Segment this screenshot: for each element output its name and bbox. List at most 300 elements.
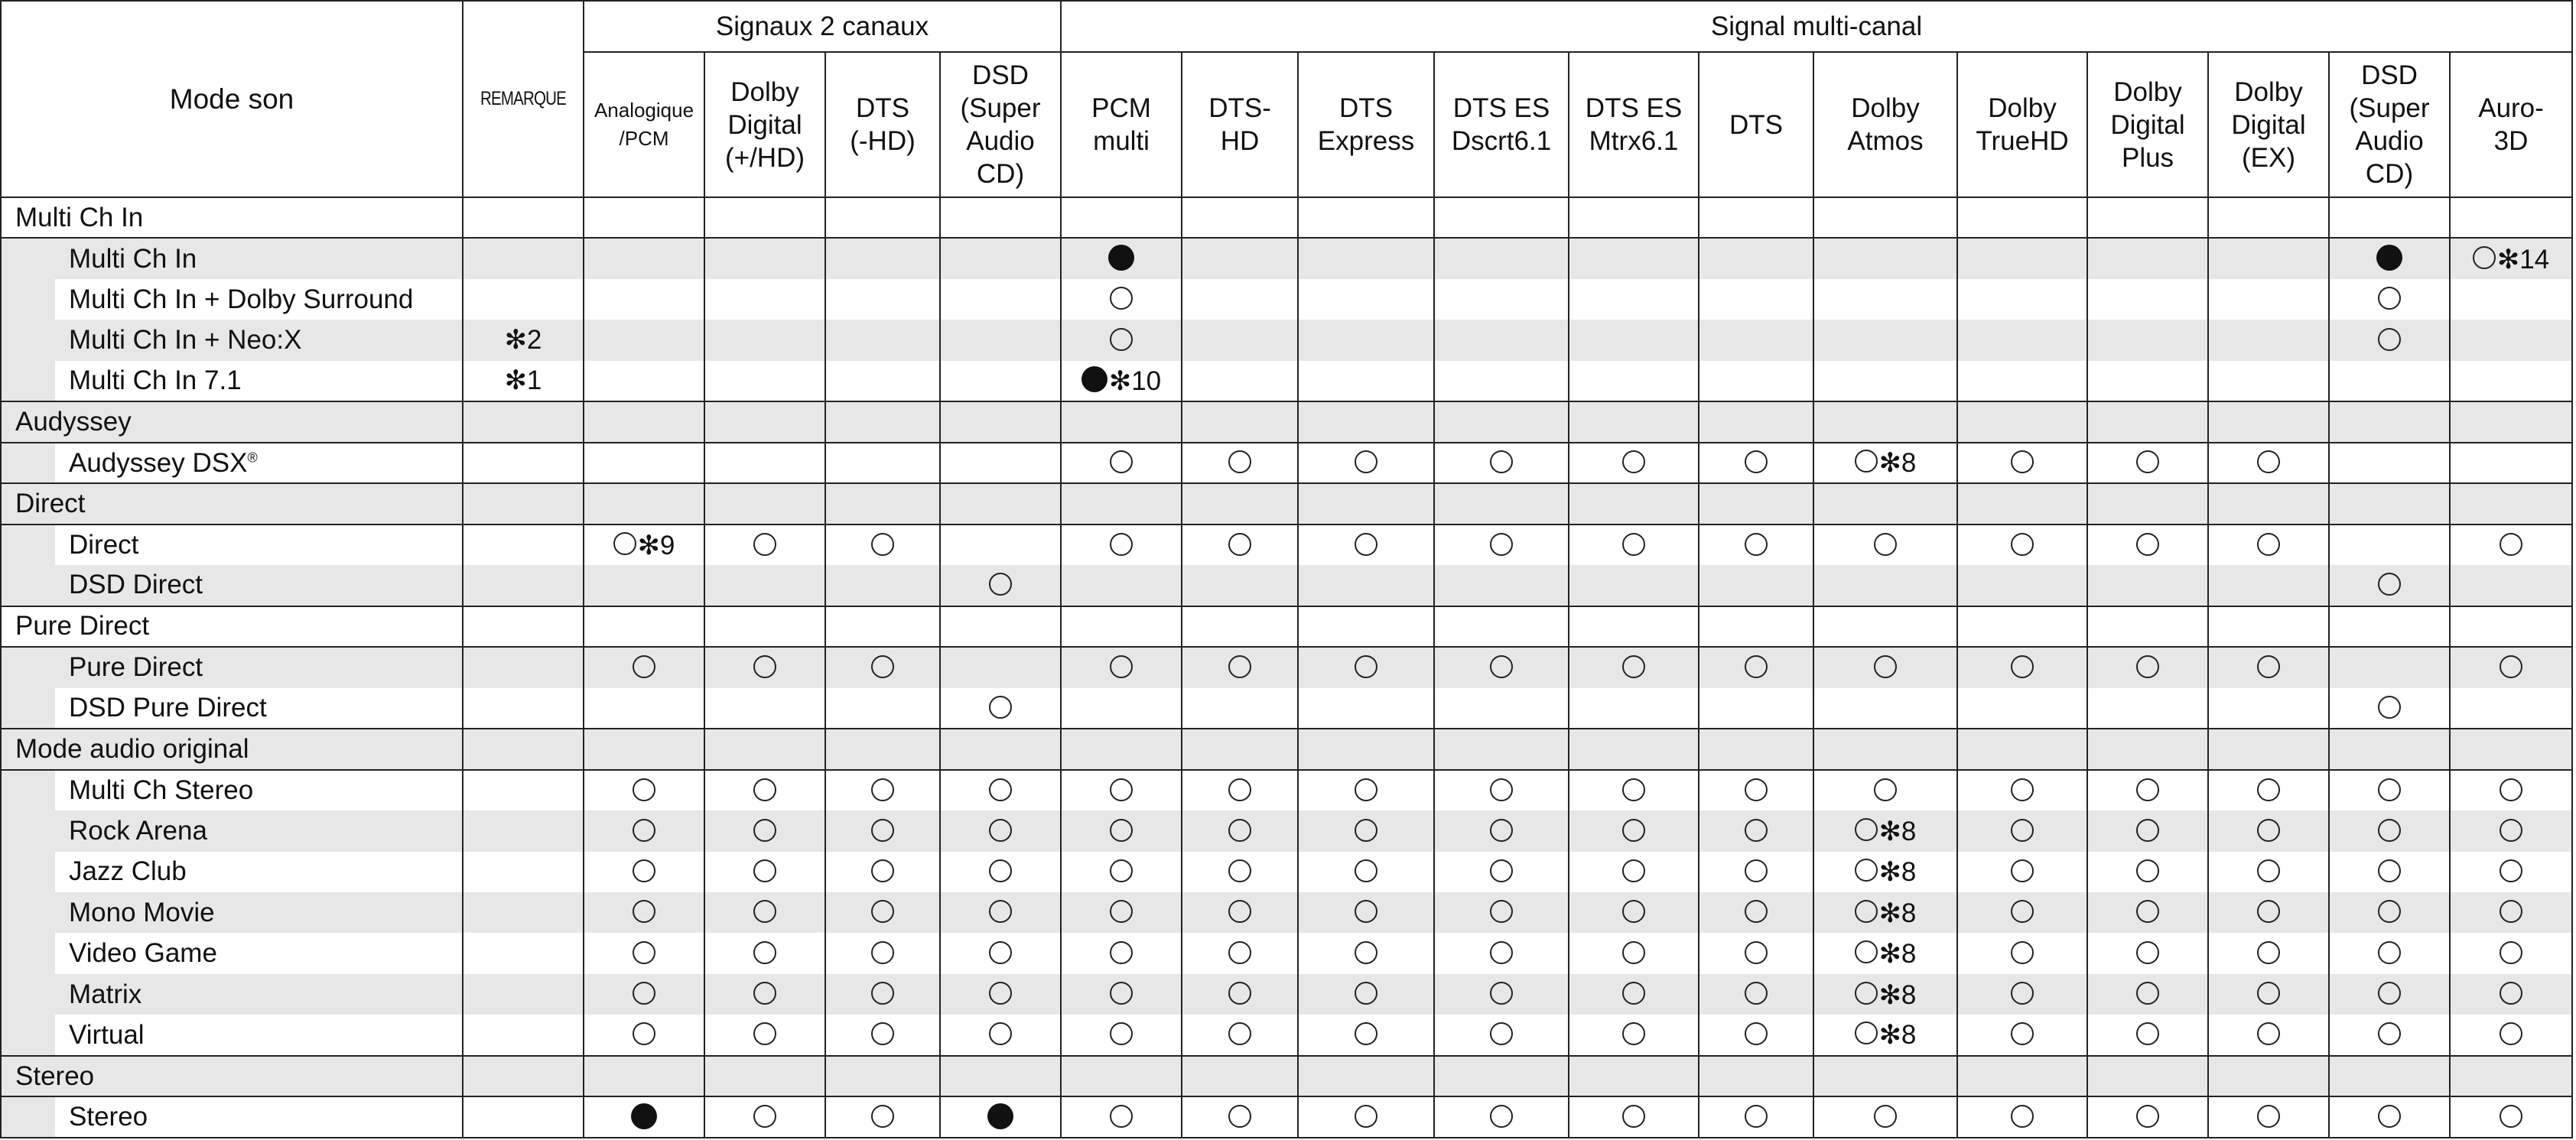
compat-cell [2208,647,2329,687]
compat-cell [825,565,940,606]
compat-cell [2450,933,2572,973]
compat-cell [1061,565,1182,606]
group-label: Mode audio original [1,729,463,769]
table-row [1,238,2572,278]
remark-cell [463,1056,584,1096]
empty-circle-icon [1622,655,1645,678]
mode-label-text: Pure Direct [69,652,203,683]
remark-cell: ✻1 [463,361,584,401]
compat-cell [2450,647,2572,687]
compat-cell [1957,770,2087,810]
group-label: Stereo [1,1056,463,1096]
compat-cell [2329,361,2450,401]
group-label: Multi Ch In [1,197,463,238]
empty-circle-icon [1490,900,1513,923]
compat-cell [2087,647,2208,687]
compat-cell [1434,729,1569,769]
compat-cell [1061,279,1182,320]
column-header-line: Express [1317,126,1415,156]
empty-circle-icon [1622,859,1645,882]
empty-circle-icon [2500,900,2522,923]
compat-cell [1569,852,1699,892]
column-header-line: PCM [1091,93,1151,123]
compat-cell [1813,1015,1957,1055]
compat-cell [940,483,1061,524]
compat-cell [2087,197,2208,238]
remark-cell [463,565,584,606]
compat-cell [1699,1056,1813,1096]
table-row [1,361,2572,401]
compat-cell [825,525,940,565]
compat-cell [2329,197,2450,238]
column-header-line: DTS ES [1452,93,1550,123]
empty-circle-icon [2136,1022,2159,1045]
column-header [1061,52,1182,197]
mode-son-header: Mode son [1,1,463,197]
mode-label-text: Mono Movie [69,897,215,927]
empty-circle-icon [2011,900,2034,923]
mode-label [55,974,463,1015]
mode-label [55,688,463,729]
compat-cell [2329,852,2450,892]
empty-circle-icon [871,533,894,556]
compat-cell [1061,933,1182,973]
empty-circle-icon [2378,778,2401,801]
compat-cell [2329,892,2450,933]
empty-circle-icon [2378,900,2401,923]
compat-cell [1569,279,1699,320]
compat-cell [940,401,1061,442]
empty-circle-icon [871,778,894,801]
compat-cell [940,770,1061,810]
mode-label-text: DSD Direct [69,570,203,600]
empty-circle-icon [1355,533,1377,556]
column-header-line: HD [1220,126,1260,156]
empty-circle-icon [753,533,776,556]
compat-cell [1699,770,1813,810]
remark-cell [463,279,584,320]
compat-cell [1298,770,1434,810]
empty-circle-icon [1490,941,1513,964]
empty-circle-icon [1110,655,1133,678]
compat-cell [1061,1056,1182,1096]
compat-cell [2450,525,2572,565]
compat-cell [1569,770,1699,810]
compat-cell [1061,892,1182,933]
empty-circle-icon [2011,941,2034,964]
compat-cell [2450,483,2572,524]
empty-circle-icon [633,941,655,964]
compat-cell [584,443,704,483]
empty-circle-icon [1110,982,1133,1005]
table-row [1,770,2572,810]
compat-cell [1182,852,1298,892]
mode-label [55,1015,463,1055]
compat-cell [584,197,704,238]
compat-cell [1182,443,1298,483]
mode-label-text: Rock Arena [69,815,207,846]
empty-circle-icon [1874,655,1897,678]
empty-circle-icon [2378,941,2401,964]
remarque-header: REMARQUE [473,1,573,197]
table-row [1,320,2572,360]
empty-circle-icon [2011,778,2034,801]
empty-circle-icon [2136,450,2159,473]
column-header [2208,52,2329,197]
compat-cell [704,810,825,851]
mode-label [55,565,463,606]
group-label: Audyssey [1,401,463,442]
remark-cell [463,810,584,851]
registered-mark: ® [247,449,258,465]
compat-cell [2450,688,2572,729]
compat-cell [1061,1096,1182,1138]
compat-cell [584,810,704,851]
compat-cell [2208,606,2329,647]
empty-circle-icon [1622,1022,1645,1045]
compat-cell [940,565,1061,606]
compat-cell [1699,729,1813,769]
compat-cell [1434,320,1569,360]
empty-circle-icon [1355,1105,1377,1128]
compat-cell [1699,483,1813,524]
column-header-line: (+/HD) [724,142,805,173]
compat-cell [1813,401,1957,442]
empty-circle-icon [1110,533,1133,556]
column-header-line: Digital [2110,109,2185,140]
compat-cell [1699,688,1813,729]
compat-cell [2450,770,2572,810]
empty-circle-icon [2257,859,2280,882]
compat-cell [2208,361,2329,401]
empty-circle-icon [2011,1022,2034,1045]
empty-circle-icon [1874,533,1897,556]
empty-circle-icon [1110,859,1133,882]
empty-circle-icon [1855,1021,1878,1044]
column-header-line: DSD [972,60,1029,90]
compat-cell [1298,483,1434,524]
empty-circle-icon [2500,1105,2522,1128]
compat-cell [2450,443,2572,483]
compat-cell [584,647,704,687]
empty-circle-icon [1855,900,1878,923]
compat-cell [1569,320,1699,360]
compat-cell [2208,688,2329,729]
compat-cell [1957,361,2087,401]
filled-circle-icon [2376,245,2402,271]
compat-cell [704,525,825,565]
empty-circle-icon [2378,859,2401,882]
empty-circle-icon [753,941,776,964]
compat-cell [1569,1096,1699,1138]
compat-cell [940,892,1061,933]
column-header-line: DTS [1729,109,1784,140]
compat-cell [940,688,1061,729]
remark-cell: ✻2 [463,320,584,360]
empty-circle-icon [1110,450,1133,473]
compat-cell [1434,770,1569,810]
compat-cell [1957,933,2087,973]
filled-circle-icon [1108,245,1134,271]
compat-cell [2208,933,2329,973]
compat-cell [1061,443,1182,483]
empty-circle-icon [2500,941,2522,964]
compat-cell [1434,810,1569,851]
empty-circle-icon [989,1022,1012,1045]
compat-cell [825,197,940,238]
compat-cell [825,852,940,892]
compat-cell [1813,892,1957,933]
compat-cell [2329,483,2450,524]
column-header-line: Digital [727,109,802,140]
compat-cell [1434,688,1569,729]
compat-cell [825,606,940,647]
compat-cell [2208,320,2329,360]
compat-cell [940,974,1061,1015]
column-header-line: Dolby [1851,93,1920,123]
group-label: Direct [1,483,463,524]
compat-cell [584,770,704,810]
remark-cell [463,525,584,565]
compat-cell [1957,892,2087,933]
compat-cell [1298,238,1434,278]
compat-cell [584,483,704,524]
compat-cell [1569,892,1699,933]
group-row [1,197,2572,238]
compat-cell [1434,197,1569,238]
compat-cell [2329,525,2450,565]
signaux-2-canaux-header: Signaux 2 canaux [584,1,1061,52]
empty-circle-icon [2257,819,2280,842]
compat-cell [1182,197,1298,238]
compat-cell [704,401,825,442]
compat-cell [2087,320,2208,360]
compat-cell [1298,974,1434,1015]
empty-circle-icon [2378,1105,2401,1128]
compat-cell [1957,1056,2087,1096]
compat-cell [1813,647,1957,687]
table-row [1,933,2572,973]
compat-cell [940,606,1061,647]
compat-cell [1957,197,2087,238]
compat-cell [1957,483,2087,524]
compat-cell [1699,974,1813,1015]
compat-cell [704,933,825,973]
empty-circle-icon [753,778,776,801]
column-header-line: (EX) [2242,142,2296,173]
empty-circle-icon [1745,900,1768,923]
signal-multi-canal-header: Signal multi-canal [1061,1,2572,52]
compat-cell [584,1056,704,1096]
empty-circle-icon [633,655,655,678]
compat-cell [2450,401,2572,442]
compat-cell [704,770,825,810]
column-header-line: 3D [2493,126,2529,156]
empty-circle-icon [989,982,1012,1005]
compat-cell [1434,565,1569,606]
mode-label [55,525,463,565]
mode-label-text: Multi Ch In + Dolby Surround [69,284,414,314]
empty-circle-icon [2500,1022,2522,1045]
empty-circle-icon [1228,900,1251,923]
empty-circle-icon [2500,859,2522,882]
compat-cell [2208,729,2329,769]
compat-cell [1061,525,1182,565]
column-header [1182,52,1298,197]
compat-cell [825,443,940,483]
filled-circle-icon [987,1103,1013,1129]
compat-cell [2208,565,2329,606]
empty-circle-icon [1855,818,1878,841]
compat-cell [2087,238,2208,278]
empty-circle-icon [1874,778,1897,801]
empty-circle-icon [2378,328,2401,351]
compat-cell [940,729,1061,769]
compat-cell [825,238,940,278]
table-row [1,810,2572,851]
empty-circle-icon [1490,450,1513,473]
table-row [1,974,2572,1015]
compat-cell [2208,1056,2329,1096]
empty-circle-icon [2378,1022,2401,1045]
column-header [704,52,825,197]
compat-cell [1957,401,2087,442]
compat-cell [704,483,825,524]
compat-cell [2087,443,2208,483]
compat-cell [825,1056,940,1096]
compat-cell [2208,197,2329,238]
empty-circle-icon [1490,1022,1513,1045]
compat-cell [825,933,940,973]
mode-label-text: Audyssey DSX [69,447,248,478]
compat-cell [940,933,1061,973]
table-row [1,647,2572,687]
compat-cell [2087,565,2208,606]
empty-circle-icon [2136,941,2159,964]
column-header [2087,52,2208,197]
compat-cell [1957,974,2087,1015]
remark-cell [463,606,584,647]
table-row [1,1096,2572,1138]
empty-circle-icon [989,900,1012,923]
group-row [1,1056,2572,1096]
compat-cell [2450,729,2572,769]
compat-cell [2329,647,2450,687]
column-header [940,52,1061,197]
compat-cell [2087,1096,2208,1138]
compat-cell [1813,483,1957,524]
compat-cell [584,933,704,973]
remark-cell [463,647,584,687]
remark-cell [463,892,584,933]
group-indent [1,525,55,606]
empty-circle-icon [633,1022,655,1045]
compat-cell [704,238,825,278]
mode-label [55,443,463,483]
compat-cell [940,810,1061,851]
compat-cell [1298,401,1434,442]
group-row [1,606,2572,647]
empty-circle-icon [2011,1105,2034,1128]
empty-circle-icon [2500,778,2522,801]
column-header-line: Dscrt6.1 [1451,126,1552,156]
compat-cell [1298,688,1434,729]
remark-cell [463,197,584,238]
column-header-line: Plus [2121,142,2174,173]
empty-circle-icon [1622,450,1645,473]
compat-cell [584,1096,704,1138]
compat-cell [1813,974,1957,1015]
compat-cell [2087,852,2208,892]
compat-cell [1957,606,2087,647]
empty-circle-icon [989,859,1012,882]
column-header [584,52,704,197]
empty-circle-icon [1228,819,1251,842]
empty-circle-icon [2257,778,2280,801]
footnote-ref: ✻9 [637,530,675,560]
compat-cell [704,852,825,892]
empty-circle-icon [2011,533,2034,556]
compat-cell [2450,279,2572,320]
compat-cell [704,197,825,238]
empty-circle-icon [1855,940,1878,963]
compat-cell [940,279,1061,320]
compat-cell [1434,525,1569,565]
empty-circle-icon [1228,778,1251,801]
compat-cell [1699,565,1813,606]
compat-cell [1182,1015,1298,1055]
footnote-ref: ✻8 [1878,898,1917,928]
compat-cell [2329,565,2450,606]
column-header-line: Dolby [1988,93,2057,123]
compat-cell [1699,933,1813,973]
compat-cell [1298,525,1434,565]
remark-cell [463,1015,584,1055]
empty-circle-icon [2257,533,2280,556]
empty-circle-icon [1355,655,1377,678]
compat-cell [2087,770,2208,810]
empty-circle-icon [1622,941,1645,964]
compat-cell [584,238,704,278]
empty-circle-icon [1745,778,1768,801]
footnote-ref: ✻8 [1878,448,1917,479]
compat-cell [940,361,1061,401]
compat-cell [825,1015,940,1055]
remark-cell [463,483,584,524]
empty-circle-icon [989,819,1012,842]
compat-cell [1569,1015,1699,1055]
compat-cell [1569,974,1699,1015]
empty-circle-icon [2257,941,2280,964]
compat-cell [584,525,704,565]
compat-cell [940,525,1061,565]
empty-circle-icon [2378,573,2401,596]
compat-cell [1813,565,1957,606]
compat-cell [2329,1015,2450,1055]
compat-cell [1061,401,1182,442]
empty-circle-icon [1622,533,1645,556]
remark-cell [463,974,584,1015]
column-header [1434,52,1569,197]
group-indent [1,443,55,483]
column-header [2329,52,2450,197]
compat-cell [1569,443,1699,483]
compat-cell [584,361,704,401]
compat-cell [1434,483,1569,524]
empty-circle-icon [2257,1105,2280,1128]
table-row [1,1015,2572,1055]
remark-cell [463,443,584,483]
